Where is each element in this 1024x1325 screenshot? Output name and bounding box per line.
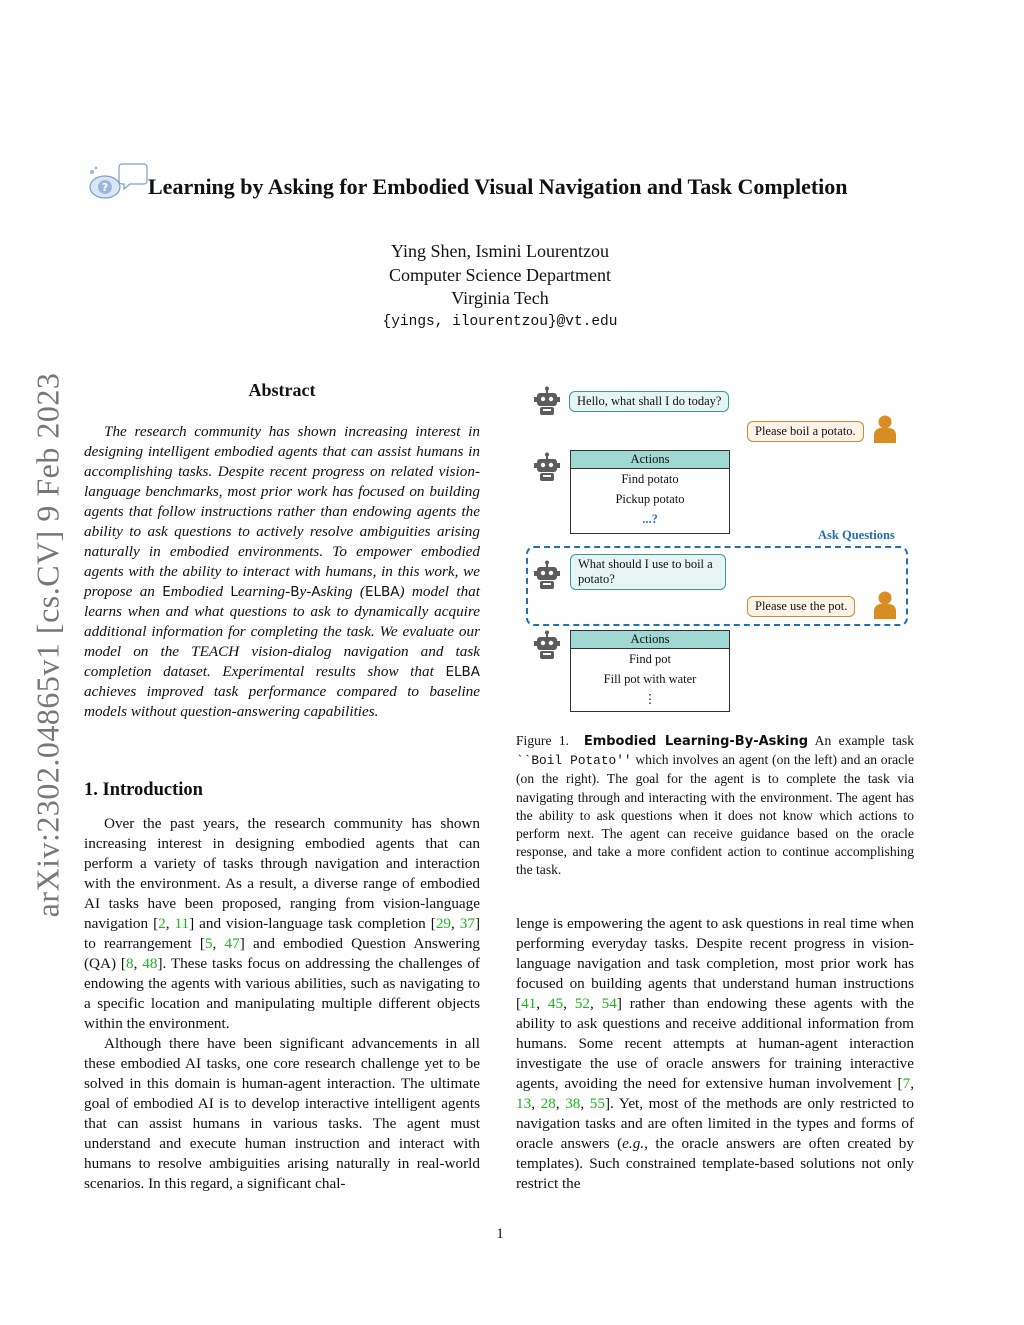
action-item: Find potato <box>621 472 679 486</box>
agent-question-bubble: What should I use to boil a potato? <box>570 554 726 590</box>
intro-paragraph-2: Although there have been significant advancements in all these embodied AI tasks, one core research challenge yet to be solved in this domain is human-agent interaction. The ultimate goal of embodied AI is to develop interactive intelligent agents that can assist humans in various tasks. The agent must understand and execute human instruction and interact with humans to resolve ambiguities arising naturally in real-world scenarios. In this regard, a significant chal- <box>84 1035 480 1192</box>
actions-header: Actions <box>571 631 729 649</box>
citation-link[interactable]: 11 <box>174 915 190 932</box>
citation-link[interactable]: 38 <box>565 1095 581 1112</box>
citation-link[interactable]: 55 <box>589 1095 605 1112</box>
human-oracle-icon <box>870 414 900 444</box>
author-names: Ying Shen, Ismini Lourentzou <box>391 241 609 261</box>
title-row <box>84 160 944 210</box>
abstract-text: The research community has shown increasing interest in designing intelligent embodied agents that can assist humans in accomplishing tasks. Despite recent progress on related vision-language benchmarks, most prior work has focused on building agents that follow instructions rather than endowing agents the ability to ask questions to actively resolve ambiguities arising naturally in embodied environments. To empower embodied agents with the ability to interact with humans, in this work, we propose an Embodied Learning-By-Asking (ELBA) model that learns when and what questions to ask to dynamically acquire additional information for completing the task. We evaluate our model on the TEACH vision-dialog navigation and task completion dataset. Experimental results show that ELBA achieves improved task performance compared to baseline models without question-answering capabilities. <box>84 423 480 720</box>
intro-left-column <box>84 814 480 1194</box>
author-email: {yings, ilourentzou}@vt.edu <box>382 313 618 330</box>
actions-box-2 <box>570 630 730 712</box>
agent-greeting-bubble: Hello, what shall I do today? <box>569 391 729 412</box>
author-institution: Virginia Tech <box>451 288 549 308</box>
action-item: Pickup potato <box>615 492 685 506</box>
robot-agent-icon <box>532 630 562 660</box>
figure-1-diagram <box>520 382 910 718</box>
page-number: 1 <box>496 1226 504 1242</box>
robot-agent-icon <box>532 452 562 482</box>
citation-link[interactable]: 45 <box>547 995 564 1012</box>
actions-header: Actions <box>571 451 729 469</box>
citation-link[interactable]: 5 <box>204 935 213 952</box>
caption-model-name: Embodied Learning-By-Asking <box>583 734 809 749</box>
actions-box-1 <box>570 450 730 534</box>
citation-link[interactable]: 47 <box>224 935 240 952</box>
citation-link[interactable]: 13 <box>516 1095 532 1112</box>
oracle-instruction-bubble: Please boil a potato. <box>747 421 864 442</box>
action-item: Find pot <box>628 652 672 666</box>
citation-link[interactable]: 37 <box>459 915 475 932</box>
citation-link[interactable]: 48 <box>142 955 158 972</box>
paper-title: Learning by Asking for Embodied Visual Navigation and Task Completion <box>148 174 848 199</box>
citation-link[interactable]: 28 <box>540 1095 556 1112</box>
abstract-heading: Abstract <box>248 380 316 400</box>
robot-agent-icon <box>532 386 562 416</box>
citation-link[interactable]: 52 <box>574 995 590 1012</box>
section-heading-introduction: 1. Introduction <box>84 780 203 800</box>
action-item: Fill pot with water <box>603 672 697 686</box>
figure-1-caption: Figure 1. Embodied Learning-By-Asking An example task ``Boil Potato'' which involves an agent (on the left) and an oracle (on the right). The goal for the agent is to complete the task via navigating through and interacting with the environment. The agent has the ability to ask questions when it does not know which actions to perform next. The agent can receive guidance based on the oracle response, and take a more confident action to continue accomplishing the task. <box>516 733 914 878</box>
ask-questions-label: Ask Questions <box>818 528 895 542</box>
arxiv-identifier: arXiv:2302.04865v1 [cs.CV] 9 Feb 2023 <box>29 372 66 918</box>
author-department: Computer Science Department <box>389 264 611 285</box>
citation-link[interactable]: 8 <box>125 955 134 972</box>
intro-right-column <box>516 914 914 1194</box>
citation-link[interactable]: 7 <box>902 1075 911 1092</box>
citation-link[interactable]: 41 <box>521 995 537 1012</box>
citation-link[interactable]: 54 <box>601 995 617 1012</box>
author-block <box>0 240 1000 334</box>
elba-acronym: ELBA <box>364 584 400 600</box>
action-ellipsis: ⋮ <box>643 692 657 706</box>
chat-question-icon <box>86 162 148 202</box>
logo-question-mark: ? <box>101 181 109 194</box>
intro-paragraph-3: lenge is empowering the agent to ask questions in real time when performing everyday tasks. Despite recent progress in vision-language navigation and task completion, most prior work has focused on building agents that understand human instructions [41, 45, 52, 54] rather than endowing these agents with the ability to ask questions and receive additional information from humans. Some recent attempts at human-agent interaction investigate the use of oracle answers for training interactive agents, avoiding the need for extensive human involvement [7, 13, 28, 38, 55]. Yet, most of the methods are only restricted to navigation tasks and are often limited in the types and forms of oracle answers (e.g., the oracle answers are often created by templates). Such constrained template-based solutions not only restrict the <box>516 915 915 1192</box>
intro-paragraph-1: Over the past years, the research community has shown increasing interest in designing embodied agents that can perform a variety of tasks through navigation and interaction with the environment. As a result, a diverse range of embodied AI tasks have been proposed, ranging from vision-language navigation [2, 11] and vision-language task completion [29, 37] to rearrangement [5, 47] and embodied Question Answering (QA) [8, 48]. These tasks focus on addressing the challenges of endowing the agents with various abilities, such as navigating to a specific location and manipulating multiple different objects within the environment. <box>84 815 481 1032</box>
citation-link[interactable]: 29 <box>435 915 451 932</box>
oracle-answer-bubble: Please use the pot. <box>747 596 855 617</box>
citation-link[interactable]: 2 <box>158 915 166 932</box>
action-uncertain: ...? <box>642 512 658 526</box>
